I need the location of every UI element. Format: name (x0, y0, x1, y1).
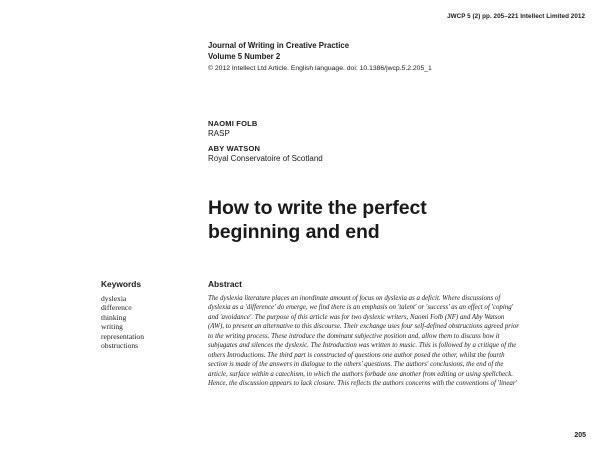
author-name: NAOMI FOLB (208, 119, 258, 128)
keyword-item: dyslexia (101, 294, 127, 303)
abstract-line: others Introductions. The third part is constructed of questions one author posed the other, whilst the fourth (208, 351, 505, 359)
journal-info (208, 40, 578, 74)
abstract-section (208, 279, 590, 389)
abstract-line: subjugates and silences the dyslexic. The Introduction was written to music. This is followed by a critique of the (208, 342, 517, 350)
article-title (208, 197, 588, 244)
abstract-text (208, 294, 590, 389)
running-head: JWCP 5 (2) pp. 205–221 Intellect Limited 2012 (447, 13, 585, 20)
page-number: 205 (574, 432, 586, 439)
keywords-section (101, 279, 196, 350)
author-name: ABY WATSON (208, 144, 261, 153)
keyword-item: difference (101, 303, 132, 313)
abstract-line: Hence, the discussion appears to lack closure. This reflects the authors concerns with the conventions of 'linear' (208, 380, 518, 388)
abstract-line: section is made of the answers in dialogue to the others' questions. The authors' conclusions, the end of the (208, 361, 504, 369)
title-line: beginning and end (208, 220, 380, 243)
abstract-line: (AW), to present an alternative to this discourse. Their exchange uses four self-defined obstructions agreed prior (208, 323, 519, 331)
author-affiliation: Royal Conservatoire of Scotland (208, 154, 323, 163)
keyword-item: representation (101, 331, 145, 341)
abstract-line: dyslexia as a 'difference' do emerge, we find there is an emphasis on 'talent' or 'success' as an effect of 'coping' (208, 304, 514, 312)
keyword-item: obstructions (101, 341, 139, 351)
abstract-line: The dyslexia literature places an inordinate amount of focus on dyslexia as a deficit. Where discussions of (208, 295, 501, 302)
title-line: How to write the perfect (208, 197, 427, 219)
author-list (208, 119, 578, 169)
journal-name: Journal of Writing in Creative Practice (208, 41, 350, 50)
abstract-heading: Abstract (208, 279, 242, 289)
keyword-item: thinking (101, 312, 127, 322)
abstract-line: and 'avoidance'. The purpose of this article was for two dyslexic writers, Naomi Folb (NF) and Aby Watson (208, 313, 505, 321)
journal-volume: Volume 5 Number 2 (208, 52, 281, 62)
author-affiliation: RASP (208, 129, 230, 138)
journal-copyright: © 2012 Intellect Ltd Article. English language. doi: 10.1386/jwcp.5.2.205_1 (208, 64, 432, 72)
keywords-heading: Keywords (101, 279, 142, 289)
keyword-item: writing (101, 322, 123, 332)
abstract-line: article, surface within a catechism, in which the authors forbade one another from editing or using spellcheck. (208, 370, 513, 378)
abstract-line: to the writing process. These introduce the dominant subjective position and, allow them to discuss how it (208, 332, 500, 340)
